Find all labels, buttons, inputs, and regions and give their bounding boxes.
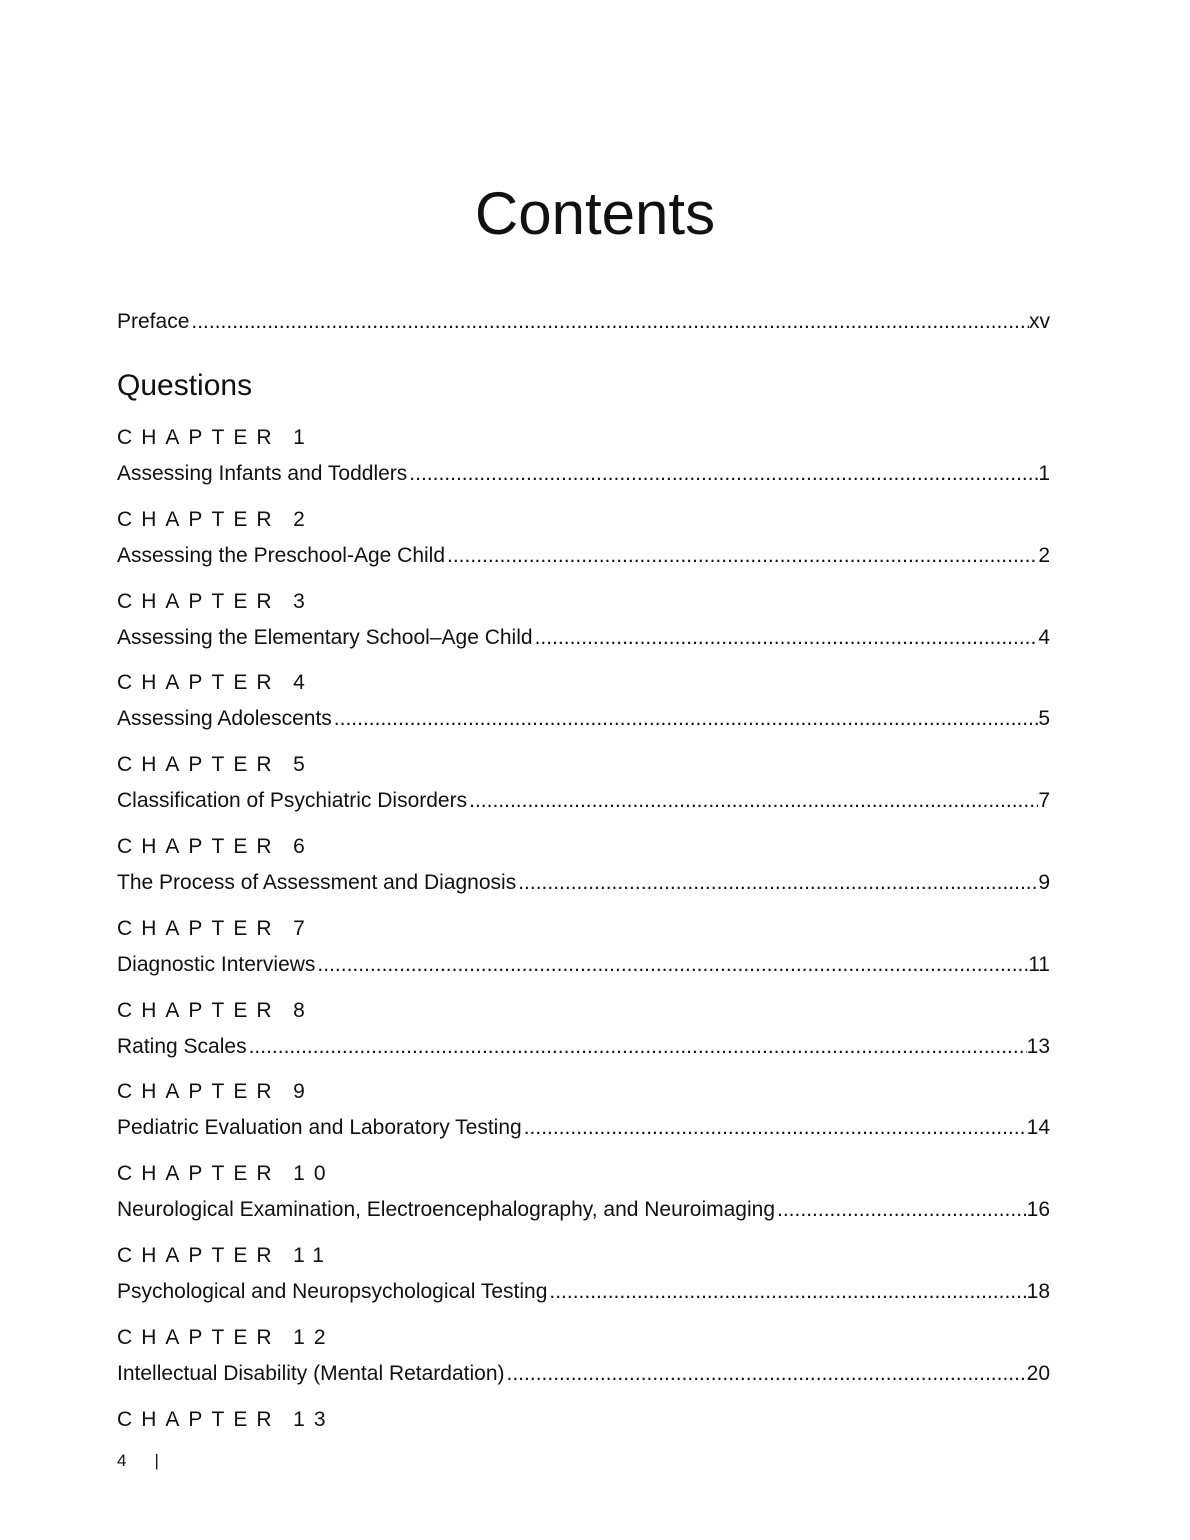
toc-entry-chapter-6[interactable] [117,870,1050,896]
dot-leader [505,1361,1027,1387]
dot-leader [247,1034,1027,1060]
toc-entry-label: Assessing Infants and Toddlers [117,462,408,485]
dot-leader [332,706,1039,732]
chapter-number: 9 [293,1080,314,1103]
dot-leader [189,309,1029,335]
chapter-label [117,425,314,451]
toc-entry-page: 7 [1038,789,1050,812]
chapter-number: 3 [293,590,314,613]
chapter-number: 11 [293,1244,334,1267]
toc-entry-page: 11 [1028,953,1050,976]
footer-separator: | [154,1451,159,1470]
chapter-word: CHAPTER [117,426,281,449]
toc-entry-label: Neurological Examination, Electroencephalography, and Neuroimaging [117,1198,776,1221]
toc-entry-page: 4 [1038,626,1050,649]
chapter-number: 5 [293,753,314,776]
chapter-word: CHAPTER [117,835,281,858]
chapter-number: 8 [293,999,314,1022]
chapter-number: 2 [293,508,314,531]
chapter-number: 1 [293,426,314,449]
toc-entry-page: 20 [1026,1362,1050,1385]
chapter-label [117,752,314,778]
dot-leader [315,952,1028,978]
toc-entry-label: Assessing the Elementary School–Age Child [117,626,533,649]
chapter-number: 4 [293,671,314,694]
toc-entry-label: Psychological and Neuropsychological Testing [117,1280,548,1303]
page-footer [117,1450,159,1472]
chapter-label [117,589,314,615]
chapter-label [117,507,314,533]
chapter-label [117,1243,333,1269]
toc-entry-page: 16 [1026,1198,1050,1221]
toc-entry-page: 13 [1026,1035,1050,1058]
chapter-number: 12 [293,1326,335,1349]
chapter-word: CHAPTER [117,1162,281,1185]
toc-entry-label: Assessing the Preschool-Age Child [117,544,446,567]
chapter-word: CHAPTER [117,753,281,776]
toc-entry-page: 5 [1038,707,1050,730]
section-heading: Questions [117,369,253,402]
toc-entry-label: Assessing Adolescents [117,707,332,730]
toc-entry-page: 14 [1026,1116,1050,1139]
chapter-number: 10 [293,1162,335,1185]
chapter-word: CHAPTER [117,1244,281,1267]
chapter-word: CHAPTER [117,590,281,613]
chapter-number: 7 [293,917,314,940]
chapter-label [117,916,314,942]
dot-leader [467,788,1038,814]
toc-entry-page: xv [1029,310,1050,333]
dot-leader [547,1279,1026,1305]
toc-entry-chapter-5[interactable] [117,788,1050,814]
toc-entry-chapter-11[interactable] [117,1279,1050,1305]
toc-entry-chapter-8[interactable] [117,1034,1050,1060]
toc-entry-label: Diagnostic Interviews [117,953,316,976]
chapter-word: CHAPTER [117,671,281,694]
toc-entry-page: 2 [1038,544,1050,567]
toc-entry-chapter-7[interactable] [117,952,1050,978]
dot-leader [775,1197,1027,1223]
toc-entry-chapter-10[interactable] [117,1197,1050,1223]
toc-entry-chapter-3[interactable] [117,625,1050,651]
dot-leader [522,1115,1027,1141]
dot-leader [516,870,1038,896]
chapter-word: CHAPTER [117,508,281,531]
chapter-label [117,834,314,860]
chapter-label [117,1407,335,1433]
toc-entry-chapter-12[interactable] [117,1361,1050,1387]
chapter-label [117,1161,335,1187]
toc-entry-chapter-2[interactable] [117,543,1050,569]
page-title: Contents [474,180,716,247]
chapter-label [117,998,314,1024]
toc-entry-label: Classification of Psychiatric Disorders [117,789,468,812]
toc-entry-label: The Process of Assessment and Diagnosis [117,871,517,894]
toc-entry-label: Preface [117,310,190,333]
toc-entry-label: Rating Scales [117,1035,247,1058]
toc-entry-page: 18 [1026,1280,1050,1303]
chapter-label [117,1079,314,1105]
footer-page-number: 4 [117,1451,127,1470]
chapter-number: 6 [293,835,314,858]
chapter-number: 13 [293,1408,335,1431]
chapter-label [117,670,314,696]
toc-entry-label: Intellectual Disability (Mental Retardation) [117,1362,505,1385]
dot-leader [533,625,1039,651]
dot-leader [407,461,1038,487]
toc-entry-page: 1 [1038,462,1050,485]
toc-entry-chapter-1[interactable] [117,461,1050,487]
toc-entry-page: 9 [1038,871,1050,894]
chapter-label [117,1325,335,1351]
dot-leader [445,543,1038,569]
chapter-word: CHAPTER [117,917,281,940]
chapter-word: CHAPTER [117,1326,281,1349]
chapter-word: CHAPTER [117,1080,281,1103]
toc-entry-label: Pediatric Evaluation and Laboratory Testing [117,1116,522,1139]
toc-entry-preface[interactable] [117,309,1050,335]
chapter-word: CHAPTER [117,999,281,1022]
toc-entry-chapter-4[interactable] [117,706,1050,732]
toc-entry-chapter-9[interactable] [117,1115,1050,1141]
chapter-word: CHAPTER [117,1408,281,1431]
